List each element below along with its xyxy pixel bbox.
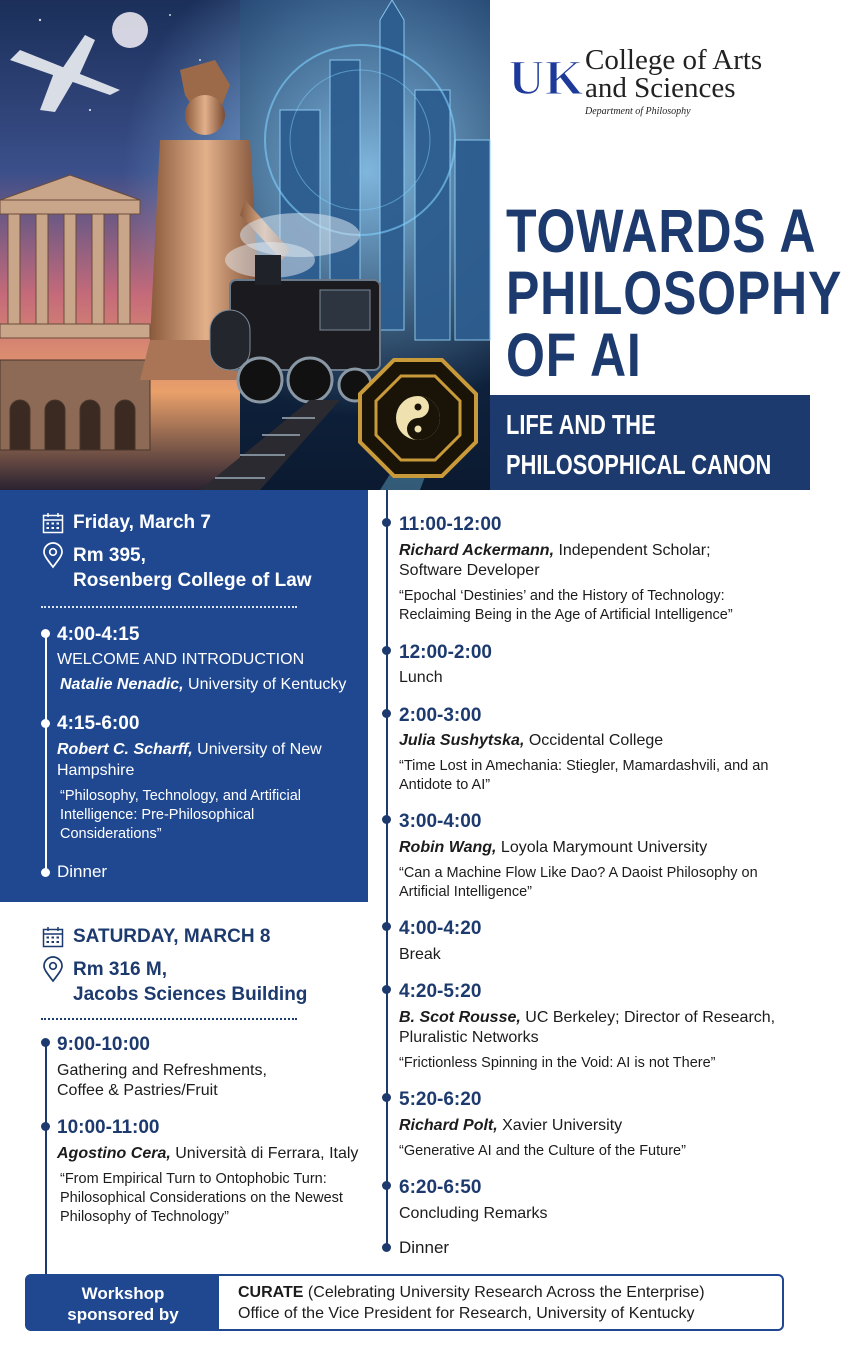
speaker-affiliation: Loyola Marymount University (496, 839, 708, 856)
session-time: 11:00-12:00 (399, 514, 502, 535)
sponsor-org-line (238, 1282, 705, 1303)
event-subtitle-line: PHILOSOPHICAL CANON (506, 449, 772, 480)
session-time: 4:20-5:20 (399, 981, 482, 1002)
session-time: 3:00-4:00 (399, 811, 482, 832)
sponsor-label: Workshop sponsored by (27, 1276, 219, 1329)
closing-item: Dinner (57, 862, 108, 881)
timeline-dot (382, 922, 391, 931)
timeline-dot (41, 629, 50, 638)
subtitle-band (490, 395, 810, 490)
divider (41, 606, 297, 608)
session-time: 5:20-6:20 (399, 1089, 482, 1110)
college-name: College of Arts and Sciences (585, 44, 763, 104)
sponsor-text (238, 1282, 705, 1324)
talk-title: “Time Lost in Amechania: Stiegler, Mamardashvili, and an Antidote to AI” (399, 758, 769, 793)
talk-title: “Can a Machine Flow Like Dao? A Daoist Philosophy on Artificial Intelligence” (399, 865, 758, 900)
location-pin-icon (42, 957, 64, 983)
speaker-name: Julia Sushytska, (399, 732, 525, 749)
session-title: Break (399, 946, 441, 963)
speaker-affiliation: Occidental College (524, 732, 664, 749)
saturday-date-row (42, 926, 270, 948)
svg-text:UK: UK (508, 49, 584, 105)
speaker-name: Richard Ackermann, (399, 542, 555, 559)
timeline-dot (382, 985, 391, 994)
event-title-line: TOWARDS A (506, 197, 817, 265)
sponsor-office-line: Office of the Vice President for Research, University of Kentucky (238, 1305, 695, 1322)
location-pin-icon (42, 543, 64, 569)
talk-title: “Philosophy, Technology, and Artificial Intelligence: Pre-Philosophical Considerations” (60, 788, 301, 842)
speaker-affiliation: UC Berkeley; Director of Research, (520, 1009, 776, 1026)
friday-date-row (42, 512, 211, 534)
talk-title: “From Empirical Turn to Ontophobic Turn: Philosophical Considerations on the Newest Philosophy of Technology” (60, 1171, 343, 1225)
session-time: 10:00-11:00 (57, 1117, 160, 1138)
talk-title: “Frictionless Spinning in the Void: AI is not There” (399, 1055, 716, 1071)
session-time: 2:00-3:00 (399, 705, 482, 726)
speaker (399, 731, 663, 751)
speaker-name: Richard Polt, (399, 1117, 498, 1134)
saturday-location: Rm 316 M, Jacobs Sciences Building (73, 959, 308, 1005)
divider (41, 1018, 297, 1020)
hero-illustration (0, 0, 490, 490)
speaker (57, 1144, 358, 1164)
timeline-line (386, 490, 388, 1248)
speaker-affiliation: Università di Ferrara, Italy (170, 1145, 359, 1162)
timeline-dot (382, 1243, 391, 1252)
speaker (399, 1008, 775, 1028)
sponsor-org-acronym: CURATE (238, 1284, 304, 1301)
session-title: Gathering and Refreshments, (57, 1062, 267, 1079)
event-subtitle (506, 405, 771, 485)
speaker-affiliation: Xavier University (497, 1117, 623, 1134)
speaker-affiliation: Hampshire (57, 762, 135, 779)
session-time: 4:00-4:20 (399, 918, 482, 939)
speaker-affiliation: University of Kentucky (183, 676, 347, 693)
department-name: Department of Philosophy (585, 106, 691, 117)
timeline-dot (382, 518, 391, 527)
event-title-line: OF AI (506, 321, 642, 389)
timeline-dot (41, 1122, 50, 1131)
sponsor-org-name: (Celebrating University Research Across the Enterprise) (303, 1284, 705, 1301)
session-time: 9:00-10:00 (57, 1034, 150, 1055)
event-subtitle-line: LIFE AND THE (506, 409, 656, 440)
closing-item: Dinner (399, 1238, 450, 1257)
calendar-icon (42, 926, 64, 948)
timeline-dot (382, 646, 391, 655)
speaker (57, 740, 322, 760)
speaker-affiliation: Independent Scholar; (554, 542, 711, 559)
timeline-dot (382, 709, 391, 718)
saturday-location-row (42, 957, 307, 1007)
college-logo (508, 44, 795, 126)
speaker-name: Robert C. Scharff, (57, 741, 193, 758)
session-title: WELCOME AND INTRODUCTION (57, 651, 305, 668)
speaker (60, 675, 346, 695)
session-title: Coffee & Pastries/Fruit (57, 1082, 218, 1099)
speaker-name: Natalie Nenadic, (60, 676, 184, 693)
sponsor-box (25, 1274, 784, 1331)
uk-logo-icon (508, 49, 584, 105)
session-title: Concluding Remarks (399, 1205, 548, 1222)
speaker (399, 1116, 622, 1136)
friday-date: Friday, March 7 (73, 512, 211, 533)
timeline-dot (41, 719, 50, 728)
speaker-affiliation: University of New (192, 741, 322, 758)
session-time: 12:00-2:00 (399, 642, 492, 663)
speaker (399, 838, 707, 858)
speaker-name: B. Scot Rousse, (399, 1009, 521, 1026)
timeline-dot (382, 1181, 391, 1190)
timeline-dot (382, 1093, 391, 1102)
speaker-name: Robin Wang, (399, 839, 497, 856)
speaker-name: Agostino Cera, (57, 1145, 171, 1162)
timeline-dot (41, 868, 50, 877)
speaker-affiliation: Pluralistic Networks (399, 1029, 539, 1046)
session-time: 6:20-6:50 (399, 1177, 482, 1198)
friday-location: Rm 395, Rosenberg College of Law (73, 545, 312, 591)
session-time: 4:00-4:15 (57, 624, 140, 645)
session-time: 4:15-6:00 (57, 713, 140, 734)
saturday-date: SATURDAY, MARCH 8 (73, 926, 271, 947)
timeline-line (45, 633, 47, 873)
event-title-line: PHILOSOPHY (506, 259, 842, 327)
calendar-icon (42, 512, 64, 534)
timeline-line (45, 1043, 47, 1275)
talk-title: “Generative AI and the Culture of the Future” (399, 1143, 686, 1159)
event-title (506, 197, 842, 389)
friday-location-row (42, 543, 312, 593)
timeline-dot (382, 815, 391, 824)
friday-schedule-panel (0, 490, 368, 902)
session-title: Lunch (399, 669, 443, 686)
speaker (399, 541, 711, 561)
talk-title: “Epochal ‘Destinies’ and the History of Technology: Reclaiming Being in the Age of Artificial Intelligence” (399, 588, 733, 623)
speaker-affiliation: Software Developer (399, 562, 540, 579)
timeline-dot (41, 1038, 50, 1047)
yin-yang-bagua-graphic (360, 360, 476, 476)
